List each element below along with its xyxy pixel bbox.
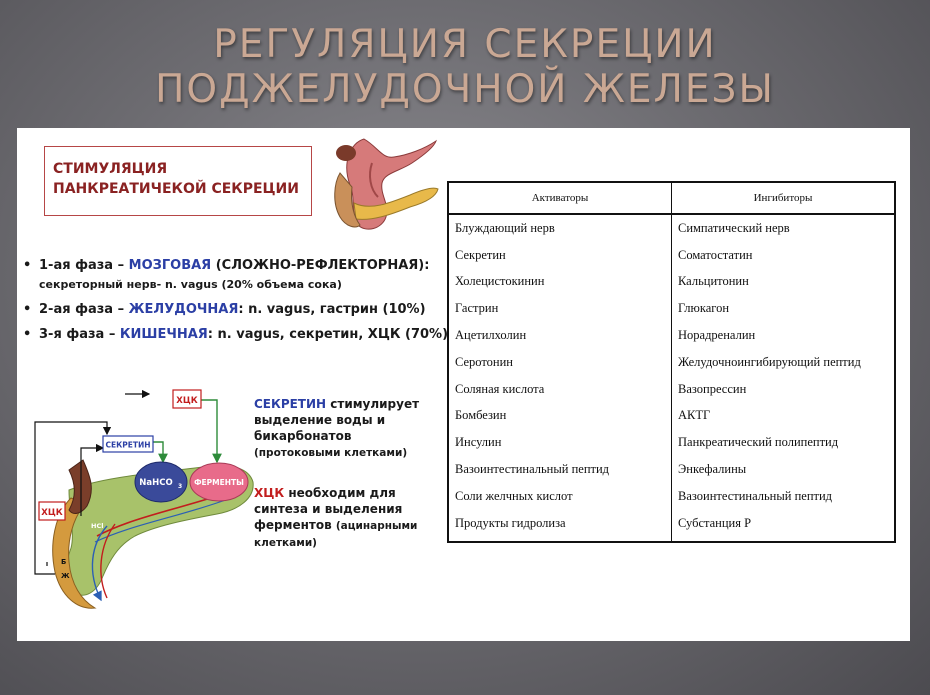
note-keyword: ХЦК [254,486,285,500]
slide-title-line-1: РЕГУЛЯЦИЯ СЕКРЕЦИИ [213,22,717,67]
phase-1 [23,256,433,294]
table-row [449,349,894,376]
phase-bullet: • [23,302,32,317]
slide-title-line-2: ПОДЖЕЛУДОЧНОЙ ЖЕЛЕЗЫ [155,67,775,112]
table-row [449,403,894,430]
table-row [449,483,894,510]
stimulation-heading [53,159,299,199]
inhibitor-cell: Энкефалины [678,462,747,477]
inhibitor-cell: Вазопрессин [678,381,747,396]
activator-cell: Блуждающий нерв [449,214,672,242]
phase-lead: 1-ая фаза – [39,258,129,273]
hck-top-label: ХЦК [176,396,198,406]
stimulation-heading-line-2: ПАНКРЕАТИЧЕКОЙ СЕКРЕЦИИ [53,181,299,197]
phase-detail: : n. vagus, секретин, ХЦК (70%) [207,327,449,342]
inhibitor-cell: Панкреатический полипептид [678,435,839,450]
table-row [449,376,894,403]
phase-detail: (СЛОЖНО-РЕФЛЕКТОРНАЯ): [211,258,430,273]
activator-cell: Соляная кислота [449,376,672,403]
stomach-pancreas-illustration [320,133,440,235]
activator-cell: Инсулин [449,429,672,456]
note-small: (протоковыми клетками) [254,447,408,459]
inhibitor-cell: Вазоинтестинальный пептид [678,488,833,503]
table-row [449,456,894,483]
slide-title [0,22,930,112]
regulators-table [449,183,894,541]
phase-sub: секреторный нерв- n. vagus (20% объема сока) [39,278,342,291]
phase-bullet: • [23,258,32,273]
table-header-row [449,183,894,214]
activator-cell: Продукты гидролиза [449,510,672,541]
stimulation-heading-box [44,146,312,216]
activator-cell: Бомбезин [449,403,672,430]
note-hck [254,485,424,551]
nahco3-subscript: 3 [178,483,183,490]
phase-2 [23,300,433,319]
activator-cell: Вазоинтестинальный пептид [449,456,672,483]
content-panel [17,128,910,641]
phase-name: МОЗГОВАЯ [128,258,212,273]
phase-bullet: • [23,327,32,342]
inhibitor-cell: Соматостатин [678,247,753,262]
inhibitor-cell: Субстанция Р [678,515,752,530]
table-row [449,214,894,242]
stimulation-heading-line-1: СТИМУЛЯЦИЯ [53,161,168,177]
nahco3-label: NaHCO [139,478,173,488]
phase-name: ЖЕЛУДОЧНАЯ [128,302,239,317]
activator-cell: Секретин [449,242,672,269]
activator-cell: Холецистокинин [449,269,672,296]
phase-name: КИШЕЧНАЯ [119,327,208,342]
hck-left-label: ХЦК [41,508,63,518]
secretin-label: СЕКРЕТИН [105,440,151,450]
phase-lead: 2-ая фаза – [39,302,129,317]
table-row [449,242,894,269]
bile-zh-label: Ж [61,572,70,580]
note-secretin [254,396,424,461]
note-text: стимулирует выделение воды и бикарбонатов [254,397,420,443]
inhibitor-cell: Глюкагон [678,301,730,316]
table-body [449,214,894,541]
activator-cell: Соли желчных кислот [449,483,672,510]
secretion-diagram [25,386,257,618]
table-row [449,295,894,322]
column-header-activators: Активаторы [449,183,672,214]
table-row [449,510,894,541]
hcl-label: HCl [91,522,104,530]
column-header-inhibitors: Ингибиторы [672,183,895,214]
inhibitor-cell: Симпатический нерв [678,220,790,235]
phase-lead: 3-я фаза – [39,327,120,342]
phase-detail: : n. vagus, гастрин (10%) [238,302,426,317]
activator-cell: Гастрин [449,295,672,322]
regulators-table-frame [447,181,896,543]
note-text: необходим для синтеза и выделения ферментов [254,486,403,532]
bile-b-label: Б [61,558,67,566]
table-row [449,322,894,349]
note-keyword: СЕКРЕТИН [254,397,327,411]
phases-list [23,256,449,350]
activator-cell: Ацетилхолин [449,322,672,349]
activator-cell: Серотонин [449,349,672,376]
inhibitor-cell: Норадреналин [678,328,756,343]
enzymes-label: ФЕРМЕНТЫ [194,478,244,487]
note-small: (ацинарными клетками) [254,520,418,549]
table-row [449,429,894,456]
table-row [449,269,894,296]
inhibitor-cell: АКТГ [678,408,711,423]
inhibitor-cell: Желудочноингибирующий пептид [678,354,861,369]
inhibitor-cell: Кальцитонин [678,274,749,289]
phase-3 [23,325,449,344]
notes [254,396,424,575]
